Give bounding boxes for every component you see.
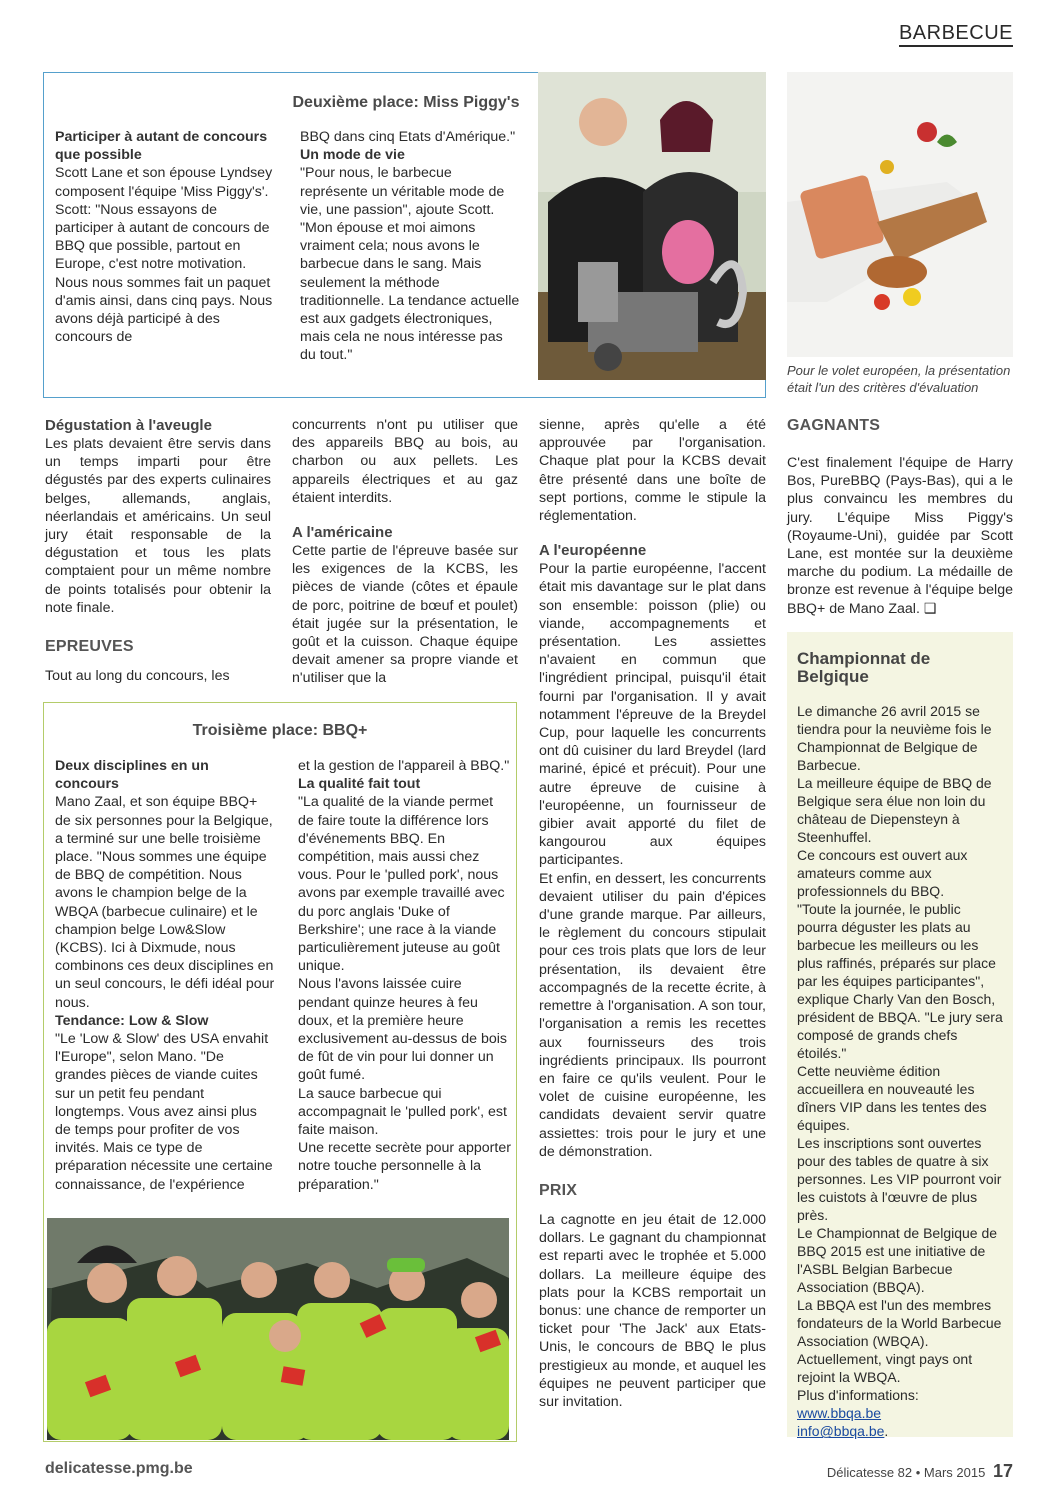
paragraph: Tout au long du concours, les	[45, 668, 230, 685]
sidebar-paragraph: La BBQA est l'un des membres fondateurs de la World Barbecue Association (WBQA). Actuellement, vingt pays ont rejoint la WBQA.	[797, 1297, 1002, 1386]
sidebar-paragraph: Plus d'informations:	[797, 1387, 919, 1404]
paragraph: Mano Zaal, et son équipe BBQ+ de six personnes pour la Belgique, a terminé sur une belle troisième place. "Nous sommes une équipe de BBQ de compétition. Nous avons le champion belge de la WBQA (barbecue culinaire) et le champion belge Low&Slow (KCBS). Ici à Dixmude, nous combinons ces deux disciplines en un seul concours, le défi idéal pour nous.	[55, 794, 275, 1011]
subheading: Tendance: Low & Slow	[55, 1012, 209, 1029]
third-place-col1	[55, 757, 275, 1194]
third-place-title: Troisième place: BBQ+	[192, 722, 368, 739]
paragraph: Cette partie de l'épreuve basée sur les exigences de la KCBS, les pièces de viande (côtes et épaule de porc, poitrine de bœuf et poulet) était jugée sur la présentation, le goût et la cuisson. Chaque équipe devait amener sa propre viande et n'utiliser que la	[292, 543, 518, 687]
sidebar-title: Championnat de Belgique	[797, 649, 931, 687]
second-place-col1	[55, 128, 277, 346]
team-photo	[47, 1218, 509, 1440]
paragraph: "Le 'Low & Slow' des USA envahit l'Europe", selon Mano. "De grandes pièces de viande cuites sur un petit feu pendant longtemps. Vous avez ainsi plus de temps pour profiter de vos invités. Mais ce type de préparation nécessite une certaine connaissance, de l'expérience	[55, 1031, 273, 1193]
bbqa-website-link[interactable]: www.bbqa.be	[797, 1405, 882, 1422]
paragraph: BBQ dans cinq Etats d'Amérique."	[300, 129, 516, 145]
paragraph: Nous nous sommes fait un paquet d'amis ainsi, dans cinq pays. Nous avons déjà participé à des concours de	[55, 274, 273, 346]
sidebar-paragraph: Le dimanche 26 avril 2015 se tiendra pour la neuvième fois le Championnat de Belgique de Barbecue.	[797, 703, 992, 774]
paragraph: Les plats devaient être servis dans un temps imparti pour être dégustés par des experts culinaires belges, allemands, anglais, néerlandais et américains. Un seul jury était responsable de la dégustation et tous les plats comptaient pour un même nombre de points totalisés pour obtenir la note finale.	[45, 436, 271, 616]
page-number: 17	[992, 1461, 1013, 1481]
footer-issue: Délicatesse 82 • Mars 2015	[826, 1465, 986, 1480]
paragraph: La sauce barbecue qui accompagnait le 'pulled pork', est faite maison.	[298, 1085, 507, 1139]
paragraph: Une recette secrète pour apporter notre touche personnelle à la préparation."	[298, 1140, 511, 1193]
section-heading: EPREUVES	[45, 638, 134, 656]
couple-photo	[538, 72, 766, 380]
subheading: La qualité fait tout	[298, 776, 421, 793]
paragraph: Et enfin, en dessert, les concurrents devaient utiliser du pain d'épices d'une grande marque. Par ailleurs, le règlement du concours stipulait pour ces trois plats que lors de leur présentation, ils devaient être accompagnés de la recette écrite, à remettre à l'organisation. A son tour, l'organisation a remis les recettes aux fournisseurs des trois ingrédients principaux. Ils pourront en faire ce qu'ils veulent. Pour le volet de cuisine européenne, les candidats devaient servir quatre assiettes: trois pour le jury et une de démonstration.	[539, 870, 766, 1160]
sidebar-paragraph: Les inscriptions sont ouvertes pour des tables de quatre à six personnes. Les VIP pourront voir les cuistots à l'œuvre de plus près.	[797, 1135, 1002, 1224]
paragraph: Scott Lane et son épouse Lyndsey composent l'équipe 'Miss Piggy's'.	[55, 165, 273, 200]
paragraph: Pour la partie européenne, l'accent était mis davantage sur le plat dans son ensemble: poisson (plie) ou viande, accompagnements et présentation. Les assiettes n'avaient en commun que l'ingrédient principal, puisqu'il était fourni par l'organisation. Il y avait notamment l'épreuve de la Breydel Cup, pour laquelle les concurrents ont dû cuisiner du lard Breydel (lard mariné, épicé et précuit). Pour une autre épreuve de cuisine à l'européenne, un fournisseur de gibier avait apporté du filet de kangourou aux équipes participantes.	[539, 561, 766, 869]
footer-site: delicatesse.pmg.be	[45, 1460, 193, 1477]
dish-photo	[787, 72, 1013, 357]
paragraph: sienne, après qu'elle a été approuvée par l'organisation. Chaque plat pour la KCBS devait être présenté dans une boîte de sept portions, comme le stipule la réglementation.	[539, 417, 766, 525]
subheading: A l'américaine	[292, 524, 393, 542]
subheading: Dégustation à l'aveugle	[45, 417, 212, 434]
subheading: Deux disciplines en un concours	[55, 758, 209, 793]
sidebar-paragraph: Cette neuvième édition accueillera en nouveauté les dîners VIP dans les tentes des équipes.	[797, 1063, 987, 1134]
paragraph: et la gestion de l'appareil à BBQ."	[298, 758, 510, 774]
section-heading: PRIX	[539, 1181, 578, 1199]
photo-caption: Pour le volet européen, la présentation était l'un des critères d'évaluation	[787, 363, 1011, 395]
sidebar-paragraph: "Toute la journée, le public pourra déguster les plats au barbecue les meilleurs ou les plus raffinés, préparés sur place par les équipes participantes", explique Charly Van den Bosch, président de BBQA. "Le jury sera composé de grands chefs étoilés."	[797, 901, 1003, 1062]
championship-sidebar	[787, 632, 1013, 1440]
paragraph: "La qualité de la viande permet de faire toute la différence lors d'événements BBQ. En compétition, mais aussi chez vous. Pour le 'pulled pork', nous avons par exemple travaillé avec du porc anglais 'Duke of Berkshire'; une race à la viande particulièrement juteuse au goût unique.	[298, 794, 505, 975]
bbqa-email-link[interactable]: info@bbqa.be	[797, 1423, 885, 1440]
sidebar-paragraph: La meilleure équipe de BBQ de Belgique sera élue non loin du château de Diepensteyn à Steenhuffel.	[797, 775, 992, 846]
paragraph: Scott: "Nous essayons de participer à autant de concours de BBQ que possible, partout en Europe, c'est notre motivation.	[55, 201, 270, 273]
paragraph: concurrents n'ont pu utiliser que des appareils BBQ au bois, au charbon ou aux pellets. Les appareils électriques et au gaz étaient interdits.	[292, 417, 518, 506]
paragraph: "Pour nous, le barbecue représente un véritable mode de vie, une passion", ajoute Scott. "Mon épouse et moi aimons vraiment cela; nous avons le barbecue dans le sang. Mais seulement la méthode traditionnelle. La tendance actuelle est aux gadgets électroniques, mais cela ne nous intéresse pas du tout."	[300, 165, 520, 364]
sidebar-paragraph: Le Championnat de Belgique de BBQ 2015 est une initiative de l'ASBL Belgian Barbecue Association (BBQA).	[797, 1225, 998, 1296]
second-place-title: Deuxième place: Miss Piggy's	[292, 94, 520, 111]
footer-issue-block	[827, 1462, 1013, 1482]
paragraph: Nous l'avons laissée cuire pendant quinze heures à feu doux, et la première heure exclusivement au-dessus de bois de fût de vin pour lui donner un goût fumé.	[298, 976, 507, 1084]
paragraph: C'est finalement l'équipe de Harry Bos, PureBBQ (Pays-Bas), qui a le plus convaincu les membres du jury. L'équipe Miss Piggy's (Royaume-Uni), guidée par Scott Lane, est montée sur la deuxième marche du podium. La médaille de bronze est revenue à l'équipe belge BBQ+ de Mano Zaal. ❑	[787, 455, 1013, 617]
main-col3	[539, 416, 766, 1411]
subheading: Un mode de vie	[300, 147, 405, 164]
sidebar-paragraph: Ce concours est ouvert aux amateurs comme aux professionnels du BBQ.	[797, 847, 968, 900]
paragraph: La cagnotte en jeu était de 12.000 dollars. Le gagnant du championnat est reparti avec le trophée et 5.000 dollars. La meilleure équipe des plats pour la KCBS remportait un bonus: une chance de remporter un ticket pour 'The Jack' aux Etats-Unis, le concours de BBQ le plus prestigieux au monde, et auquel les équipes ne peuvent participer que sur invitation.	[539, 1211, 766, 1410]
main-col4	[787, 416, 1013, 618]
subheading: A l'européenne	[539, 542, 647, 560]
main-col2	[292, 416, 518, 688]
subheading: Participer à autant de concours que possible	[55, 129, 268, 164]
link-suffix: .	[884, 1423, 889, 1440]
section-heading: GAGNANTS	[787, 417, 881, 434]
main-col1	[45, 416, 271, 685]
section-label: BARBECUE	[899, 22, 1013, 47]
third-place-col2	[298, 757, 512, 1194]
second-place-col2	[300, 128, 522, 365]
